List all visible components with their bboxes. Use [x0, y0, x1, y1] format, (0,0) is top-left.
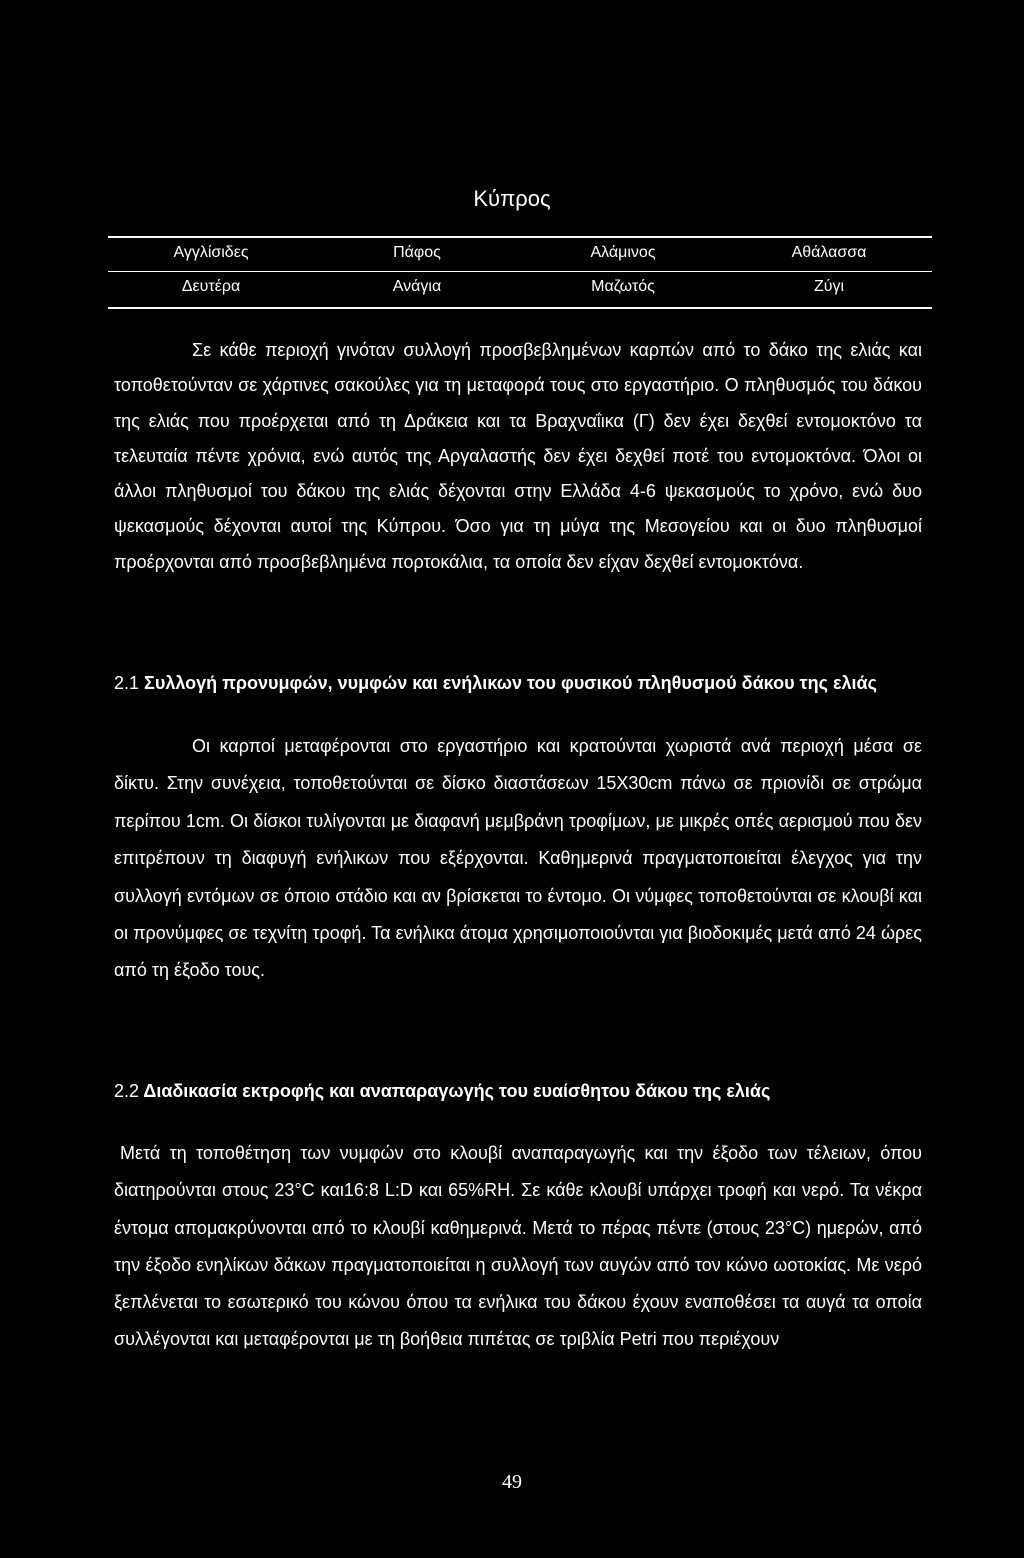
section-number: 2.1 [114, 673, 140, 693]
table-cell: Πάφος [393, 244, 441, 261]
table-row [108, 275, 932, 299]
section-number: 2.2 [114, 1081, 140, 1101]
table-cell: Ζύγι [813, 278, 845, 295]
section-title: Διαδικασία εκτροφής και αναπαραγωγής του ευαίσθητου δάκου της ελιάς [143, 1081, 771, 1101]
paragraph-sampling: Σε κάθε περιοχή γινόταν συλλογή προσβεβλημένων καρπών από το δάκο της ελιάς και τοποθετούνταν σε χάρτινες σακούλες για τη μεταφορά τους στο εργαστήριο. Ο πληθυσμός του δάκου της ελιάς που προέρχεται από τη Δράκεια και τα Βραχναΐικα (Γ) δεν έχει δεχθεί εντομοκτόνο τα τελευταία πέντε χρόνια, ενώ αυτός της Αργαλαστής δεν έχει δεχθεί ποτέ του εντομοκτόνα. Όλοι οι άλλοι πληθυσμοί του δάκου της ελιάς δέχονται στην Ελλάδα 4-6 ψεκασμούς το χρόνο, ενώ δυο ψεκασμούς δέχονται αυτοί της Κύπρου. Όσο για τη μύγα της Μεσογείου και οι δυο πληθυσμοί προέρχονται από προσβεβλημένα πορτοκάλια, τα οποία δεν είχαν δεχθεί εντομοκτόνα. [114, 340, 922, 572]
page-number: 49 [502, 1471, 522, 1493]
section-heading-2-2 [114, 1079, 922, 1103]
table-middle-rule [108, 271, 932, 272]
table-top-rule [108, 236, 932, 238]
table-cell: Δευτέρα [181, 278, 241, 295]
table-row [108, 241, 932, 265]
section-heading-2-1 [114, 671, 922, 695]
table-cell: Αγγλίσιδες [173, 244, 249, 261]
table-cell: Αλάμινος [590, 244, 656, 261]
table-title: Κύπρος [473, 186, 551, 211]
paragraph-collection: Οι καρποί μεταφέρονται στο εργαστήριο και κρατούνται χωριστά ανά περιοχή μέσα σε δίκτυ. Στην συνέχεια, τοποθετούνται σε δίσκο διαστάσεων 15X30cm πάνω σε πριονίδι σε στρώμα περίπου 1cm. Οι δίσκοι τυλίγονται με διαφανή μεμβράνη τροφίμων, με μικρές οπές αερισμού που δεν επιτρέπουν τη διαφυγή ενήλικων που εξέρχονται. Καθημερινά πραγματοποιείται έλεγχος για την συλλογή εντόμων σε όποιο στάδιο και αν βρίσκεται το έντομο. Οι νύμφες τοποθετούνται σε κλουβί και οι προνύμφες σε τεχνίτη τροφή. Τα ενήλικα άτομα χρησιμοποιούνται για βιοδοκιμές μετά από 24 ώρες από τη έξοδο τους. [114, 736, 922, 981]
table-cell: Αθάλασσα [791, 244, 867, 261]
table-bottom-rule [108, 307, 932, 309]
table-cell: Ανάγια [392, 278, 442, 295]
table-cell: Μαζωτός [591, 278, 655, 295]
section-title: Συλλογή προνυμφών, νυμφών και ενήλικων του φυσικού πληθυσμού δάκου της ελιάς [144, 673, 877, 693]
paragraph-rearing: Μετά τη τοποθέτηση των νυμφών στο κλουβί αναπαραγωγής και την έξοδο των τέλειων, όπου διατηρούνται στους 23°C και16:8 L:D και 65%RH. Σε κάθε κλουβί υπάρχει τροφή και νερό. Τα νέκρα έντομα απομακρύνονται από το κλουβί καθημερινά. Μετά το πέρας πέντε (στους 23°C) ημερών, από την έξοδο ενηλίκων δάκων πραγματοποιείται η συλλογή των αυγών από τον κώνο ωοτοκίας. Με νερό ξεπλένεται το εσωτερικό του κώνου όπου τα ενήλικα του δάκου έχουν εναποθέσει τα αυγά τα οποία συλλέγονται και μεταφέρονται με τη βοήθεια πιπέτας σε τριβλία Petri που περιέχουν [114, 1143, 922, 1350]
